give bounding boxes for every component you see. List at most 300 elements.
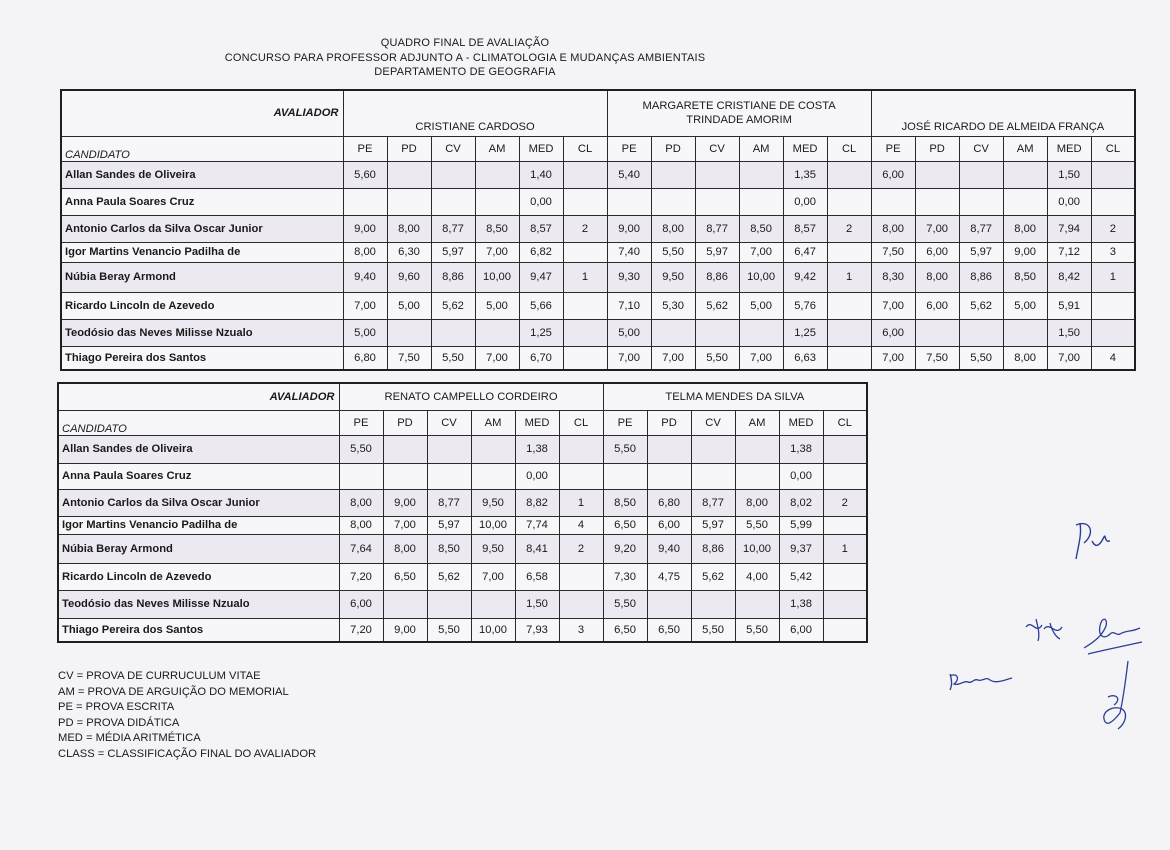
score-cell: 10,00 — [735, 534, 779, 563]
score-cell: 5,97 — [427, 516, 471, 534]
subtitle-line: CONCURSO PARA PROFESSOR ADJUNTO A - CLIMATOLOGIA E MUDANÇAS AMBIENTAIS — [224, 51, 706, 64]
department-line: DEPARTAMENTO DE GEOGRAFIA — [374, 66, 556, 78]
score-cell — [651, 319, 695, 346]
score-cell: 6,80 — [647, 489, 691, 516]
score-cell: 4,75 — [647, 563, 691, 590]
score-cell — [563, 242, 607, 262]
score-cell: 8,86 — [691, 534, 735, 563]
score-cell: 8,86 — [431, 262, 475, 292]
score-cell — [1003, 161, 1047, 188]
score-cell: 9,50 — [471, 489, 515, 516]
column-header-row — [61, 136, 1135, 161]
score-cell: 8,86 — [959, 262, 1003, 292]
score-cell: 7,00 — [739, 242, 783, 262]
evaluator-name-line: TELMA MENDES DA SILVA — [665, 390, 805, 403]
table-row — [61, 188, 1135, 215]
score-cell: 7,93 — [515, 618, 559, 642]
evaluator-header-row — [58, 383, 867, 410]
score-cell: 1,40 — [519, 161, 563, 188]
column-header-pd: PD — [383, 410, 427, 435]
score-cell: 7,40 — [607, 242, 651, 262]
legend-item: AM = PROVA DE ARGUIÇÃO DO MEMORIAL — [58, 685, 289, 698]
score-cell — [915, 161, 959, 188]
score-cell: 0,00 — [515, 463, 559, 489]
score-cell — [827, 346, 871, 370]
score-cell: 5,50 — [651, 242, 695, 262]
score-cell: 5,60 — [343, 161, 387, 188]
score-cell: 7,50 — [915, 346, 959, 370]
score-cell: 5,50 — [431, 346, 475, 370]
score-cell: 8,00 — [339, 516, 383, 534]
score-cell: 5,99 — [779, 516, 823, 534]
score-cell — [735, 435, 779, 463]
score-cell: 1,38 — [779, 435, 823, 463]
candidate-name: Anna Paula Soares Cruz — [58, 463, 339, 489]
score-cell: 7,00 — [871, 292, 915, 319]
column-header-med: MED — [783, 136, 827, 161]
score-cell: 8,00 — [915, 262, 959, 292]
score-cell: 5,91 — [1047, 292, 1091, 319]
column-header-cv: CV — [431, 136, 475, 161]
score-cell: 5,00 — [607, 319, 651, 346]
score-cell: 7,30 — [603, 563, 647, 590]
score-cell — [823, 516, 867, 534]
score-cell — [431, 188, 475, 215]
score-cell: 1,50 — [1047, 319, 1091, 346]
score-cell — [1003, 188, 1047, 215]
score-cell: 9,40 — [647, 534, 691, 563]
score-cell: 5,50 — [603, 590, 647, 618]
score-cell — [959, 188, 1003, 215]
score-cell — [915, 319, 959, 346]
score-cell: 9,00 — [383, 618, 427, 642]
candidate-name: Antonio Carlos da Silva Oscar Junior — [61, 215, 343, 242]
column-header-cv: CV — [691, 410, 735, 435]
score-cell: 1,50 — [515, 590, 559, 618]
evaluator-name — [871, 90, 1135, 136]
score-cell: 7,10 — [607, 292, 651, 319]
score-cell: 8,77 — [427, 489, 471, 516]
candidate-name: Teodósio das Neves Milisse Nzualo — [58, 590, 339, 618]
column-header-med: MED — [515, 410, 559, 435]
score-cell: 2 — [1091, 215, 1135, 242]
score-cell: 1 — [563, 262, 607, 292]
table-row — [58, 463, 867, 489]
score-cell: 9,42 — [783, 262, 827, 292]
score-cell: 6,47 — [783, 242, 827, 262]
table-row — [61, 242, 1135, 262]
score-cell: 7,50 — [871, 242, 915, 262]
score-cell: 5,42 — [779, 563, 823, 590]
score-cell: 7,00 — [343, 292, 387, 319]
score-cell: 8,00 — [343, 242, 387, 262]
score-cell — [563, 319, 607, 346]
score-cell — [827, 319, 871, 346]
candidate-name: Igor Martins Venancio Padilha de — [58, 516, 339, 534]
candidato-label: CANDIDATO — [61, 136, 343, 161]
score-cell: 8,50 — [1003, 262, 1047, 292]
score-cell: 8,02 — [779, 489, 823, 516]
score-cell: 9,20 — [603, 534, 647, 563]
candidate-name: Ricardo Lincoln de Azevedo — [58, 563, 339, 590]
candidate-name: Allan Sandes de Oliveira — [58, 435, 339, 463]
score-cell — [339, 463, 383, 489]
score-cell — [475, 161, 519, 188]
candidate-name: Anna Paula Soares Cruz — [61, 188, 343, 215]
table-row — [58, 534, 867, 563]
table-row — [58, 618, 867, 642]
score-cell: 5,50 — [735, 516, 779, 534]
column-header-pe: PE — [871, 136, 915, 161]
score-cell — [735, 590, 779, 618]
score-cell: 7,94 — [1047, 215, 1091, 242]
score-cell — [1091, 161, 1135, 188]
score-cell: 9,60 — [387, 262, 431, 292]
score-cell — [1091, 319, 1135, 346]
legend-item: PD = PROVA DIDÁTICA — [58, 716, 180, 729]
score-cell: 9,00 — [383, 489, 427, 516]
score-cell — [383, 435, 427, 463]
score-cell: 8,77 — [691, 489, 735, 516]
table-row — [61, 215, 1135, 242]
score-cell: 6,58 — [515, 563, 559, 590]
column-header-pe: PE — [607, 136, 651, 161]
score-cell: 5,62 — [959, 292, 1003, 319]
score-cell: 1,38 — [515, 435, 559, 463]
column-header-am: AM — [1003, 136, 1047, 161]
score-cell — [739, 188, 783, 215]
candidate-name: Antonio Carlos da Silva Oscar Junior — [58, 489, 339, 516]
score-cell: 5,66 — [519, 292, 563, 319]
column-header-cl: CL — [1091, 136, 1135, 161]
evaluator-name-line: JOSÉ RICARDO DE ALMEIDA FRANÇA — [901, 120, 1105, 133]
evaluator-name — [343, 90, 607, 136]
score-cell: 6,00 — [339, 590, 383, 618]
score-cell: 1 — [823, 534, 867, 563]
score-cell — [475, 188, 519, 215]
score-cell: 5,30 — [651, 292, 695, 319]
score-cell: 6,30 — [387, 242, 431, 262]
candidate-name: Allan Sandes de Oliveira — [61, 161, 343, 188]
score-cell — [563, 161, 607, 188]
score-cell — [651, 188, 695, 215]
table-row — [58, 435, 867, 463]
score-cell: 5,50 — [691, 618, 735, 642]
score-cell: 7,00 — [475, 346, 519, 370]
score-cell: 2 — [827, 215, 871, 242]
score-cell: 5,50 — [959, 346, 1003, 370]
score-cell: 10,00 — [475, 262, 519, 292]
score-cell — [691, 590, 735, 618]
score-cell — [823, 590, 867, 618]
score-cell — [1091, 292, 1135, 319]
column-header-med: MED — [1047, 136, 1091, 161]
score-cell — [431, 319, 475, 346]
score-cell: 2 — [559, 534, 603, 563]
score-cell: 6,00 — [647, 516, 691, 534]
score-cell: 9,00 — [607, 215, 651, 242]
candidate-name: Thiago Pereira dos Santos — [58, 618, 339, 642]
evaluator-header-row — [61, 90, 1135, 136]
evaluation-table-1 — [60, 89, 1136, 371]
score-cell — [695, 188, 739, 215]
score-cell: 8,50 — [475, 215, 519, 242]
score-cell: 1,35 — [783, 161, 827, 188]
score-cell: 5,50 — [427, 618, 471, 642]
score-cell: 6,00 — [871, 161, 915, 188]
score-cell: 9,00 — [343, 215, 387, 242]
evaluator-name — [603, 383, 867, 410]
score-cell: 7,00 — [915, 215, 959, 242]
column-header-med: MED — [519, 136, 563, 161]
score-cell: 10,00 — [471, 618, 515, 642]
legend-item: PE = PROVA ESCRITA — [58, 701, 175, 714]
column-header-cl: CL — [827, 136, 871, 161]
evaluator-name-line: RENATO CAMPELLO CORDEIRO — [384, 390, 558, 403]
column-header-am: AM — [739, 136, 783, 161]
score-cell — [559, 463, 603, 489]
score-cell: 8,57 — [783, 215, 827, 242]
score-cell — [471, 590, 515, 618]
initials-mark — [1022, 615, 1068, 645]
score-cell: 1,25 — [783, 319, 827, 346]
score-cell: 8,00 — [651, 215, 695, 242]
score-cell — [695, 161, 739, 188]
signature-mark — [1070, 515, 1120, 567]
score-cell: 10,00 — [739, 262, 783, 292]
candidate-name: Núbia Beray Armond — [58, 534, 339, 563]
score-cell — [1003, 319, 1047, 346]
column-header-cl: CL — [559, 410, 603, 435]
table-row — [58, 590, 867, 618]
score-cell: 5,00 — [343, 319, 387, 346]
score-cell: 10,00 — [471, 516, 515, 534]
column-header-am: AM — [735, 410, 779, 435]
score-cell — [827, 292, 871, 319]
score-cell — [431, 161, 475, 188]
score-cell — [475, 319, 519, 346]
column-header-med: MED — [779, 410, 823, 435]
evaluation-table-2 — [57, 382, 868, 643]
score-cell — [387, 161, 431, 188]
score-cell — [651, 161, 695, 188]
score-cell — [739, 319, 783, 346]
score-cell — [647, 435, 691, 463]
score-cell — [427, 590, 471, 618]
score-cell — [387, 319, 431, 346]
evaluator-name-line: CRISTIANE CARDOSO — [415, 120, 535, 133]
score-cell: 8,77 — [695, 215, 739, 242]
score-cell: 6,50 — [603, 618, 647, 642]
score-cell: 5,40 — [607, 161, 651, 188]
column-header-row — [58, 410, 867, 435]
score-cell: 9,37 — [779, 534, 823, 563]
score-cell — [915, 188, 959, 215]
score-cell: 8,82 — [515, 489, 559, 516]
document-title — [0, 36, 930, 80]
score-cell — [427, 463, 471, 489]
table-row — [61, 262, 1135, 292]
score-cell — [959, 319, 1003, 346]
score-cell: 6,00 — [915, 292, 959, 319]
score-cell: 4 — [559, 516, 603, 534]
signature-mark — [1080, 608, 1146, 658]
column-header-am: AM — [475, 136, 519, 161]
score-cell: 9,30 — [607, 262, 651, 292]
score-cell: 7,12 — [1047, 242, 1091, 262]
score-cell: 6,50 — [603, 516, 647, 534]
score-cell — [823, 618, 867, 642]
score-cell — [735, 463, 779, 489]
score-cell: 6,00 — [779, 618, 823, 642]
score-cell — [647, 590, 691, 618]
score-cell: 6,50 — [383, 563, 427, 590]
score-cell: 8,50 — [427, 534, 471, 563]
candidato-label: CANDIDATO — [58, 410, 339, 435]
score-cell: 7,00 — [471, 563, 515, 590]
score-cell: 5,62 — [695, 292, 739, 319]
score-cell: 7,00 — [475, 242, 519, 262]
score-cell: 9,50 — [471, 534, 515, 563]
score-cell: 8,86 — [695, 262, 739, 292]
avaliador-label: AVALIADOR — [58, 383, 339, 410]
score-cell — [427, 435, 471, 463]
table-row — [58, 563, 867, 590]
score-cell: 5,50 — [735, 618, 779, 642]
score-cell — [827, 188, 871, 215]
score-cell: 5,00 — [475, 292, 519, 319]
score-cell: 8,41 — [515, 534, 559, 563]
column-header-cv: CV — [959, 136, 1003, 161]
signature-mark — [946, 666, 1016, 694]
score-cell: 8,30 — [871, 262, 915, 292]
score-cell — [563, 188, 607, 215]
table-row — [58, 489, 867, 516]
score-cell: 5,97 — [695, 242, 739, 262]
score-cell: 8,00 — [735, 489, 779, 516]
column-header-pd: PD — [647, 410, 691, 435]
score-cell: 8,50 — [739, 215, 783, 242]
score-cell: 7,00 — [871, 346, 915, 370]
score-cell — [343, 188, 387, 215]
legend-item: MED = MÉDIA ARITMÉTICA — [58, 732, 201, 745]
legend-item: CLASS = CLASSIFICAÇÃO FINAL DO AVALIADOR — [58, 747, 317, 760]
column-header-cv: CV — [427, 410, 471, 435]
score-cell — [471, 435, 515, 463]
score-cell: 8,00 — [1003, 346, 1047, 370]
score-cell: 5,62 — [427, 563, 471, 590]
score-cell: 3 — [1091, 242, 1135, 262]
score-cell: 1 — [559, 489, 603, 516]
score-cell — [559, 590, 603, 618]
score-cell: 4 — [1091, 346, 1135, 370]
score-cell — [739, 161, 783, 188]
score-cell — [383, 590, 427, 618]
score-cell — [691, 435, 735, 463]
candidate-name: Ricardo Lincoln de Azevedo — [61, 292, 343, 319]
score-cell: 5,00 — [739, 292, 783, 319]
score-cell: 2 — [563, 215, 607, 242]
candidate-name: Igor Martins Venancio Padilha de — [61, 242, 343, 262]
score-cell: 5,62 — [431, 292, 475, 319]
score-cell: 0,00 — [779, 463, 823, 489]
score-cell: 2 — [823, 489, 867, 516]
score-cell: 7,20 — [339, 563, 383, 590]
score-cell: 8,00 — [871, 215, 915, 242]
score-cell — [823, 563, 867, 590]
score-cell — [647, 463, 691, 489]
score-cell — [871, 188, 915, 215]
column-header-pd: PD — [915, 136, 959, 161]
score-cell: 5,97 — [691, 516, 735, 534]
score-cell: 5,50 — [695, 346, 739, 370]
avaliador-label: AVALIADOR — [61, 90, 343, 136]
score-cell — [827, 161, 871, 188]
score-cell: 0,00 — [1047, 188, 1091, 215]
column-header-cl: CL — [823, 410, 867, 435]
score-cell — [563, 292, 607, 319]
table-row — [61, 161, 1135, 188]
score-cell: 5,76 — [783, 292, 827, 319]
score-cell: 8,77 — [431, 215, 475, 242]
score-cell: 1,38 — [779, 590, 823, 618]
score-cell: 8,00 — [339, 489, 383, 516]
evaluator-name — [607, 90, 871, 136]
score-cell: 8,50 — [603, 489, 647, 516]
score-cell: 8,00 — [1003, 215, 1047, 242]
score-cell: 7,00 — [651, 346, 695, 370]
column-header-pe: PE — [603, 410, 647, 435]
score-cell — [823, 463, 867, 489]
score-cell — [695, 319, 739, 346]
score-cell: 8,00 — [387, 215, 431, 242]
signature-mark — [1098, 657, 1138, 733]
score-cell — [387, 188, 431, 215]
score-cell: 6,82 — [519, 242, 563, 262]
evaluator-name — [339, 383, 603, 410]
score-cell: 5,97 — [431, 242, 475, 262]
score-cell — [691, 463, 735, 489]
score-cell: 9,40 — [343, 262, 387, 292]
score-cell: 1,25 — [519, 319, 563, 346]
column-header-pd: PD — [387, 136, 431, 161]
score-cell — [563, 346, 607, 370]
candidate-name: Núbia Beray Armond — [61, 262, 343, 292]
score-cell — [607, 188, 651, 215]
score-cell: 5,00 — [1003, 292, 1047, 319]
score-cell: 0,00 — [783, 188, 827, 215]
evaluator-name-line: MARGARETE CRISTIANE DE COSTA — [642, 100, 836, 113]
score-cell: 1 — [1091, 262, 1135, 292]
score-cell: 7,00 — [739, 346, 783, 370]
score-cell — [383, 463, 427, 489]
score-cell: 5,50 — [603, 435, 647, 463]
table-row — [61, 292, 1135, 319]
score-cell — [959, 161, 1003, 188]
score-cell — [827, 242, 871, 262]
score-cell: 8,77 — [959, 215, 1003, 242]
score-cell: 9,00 — [1003, 242, 1047, 262]
score-cell: 6,00 — [871, 319, 915, 346]
score-cell — [559, 435, 603, 463]
score-cell: 7,20 — [339, 618, 383, 642]
column-header-cl: CL — [563, 136, 607, 161]
table-row — [58, 516, 867, 534]
score-cell — [559, 563, 603, 590]
score-cell: 7,00 — [1047, 346, 1091, 370]
table-row — [61, 319, 1135, 346]
score-cell: 1 — [827, 262, 871, 292]
